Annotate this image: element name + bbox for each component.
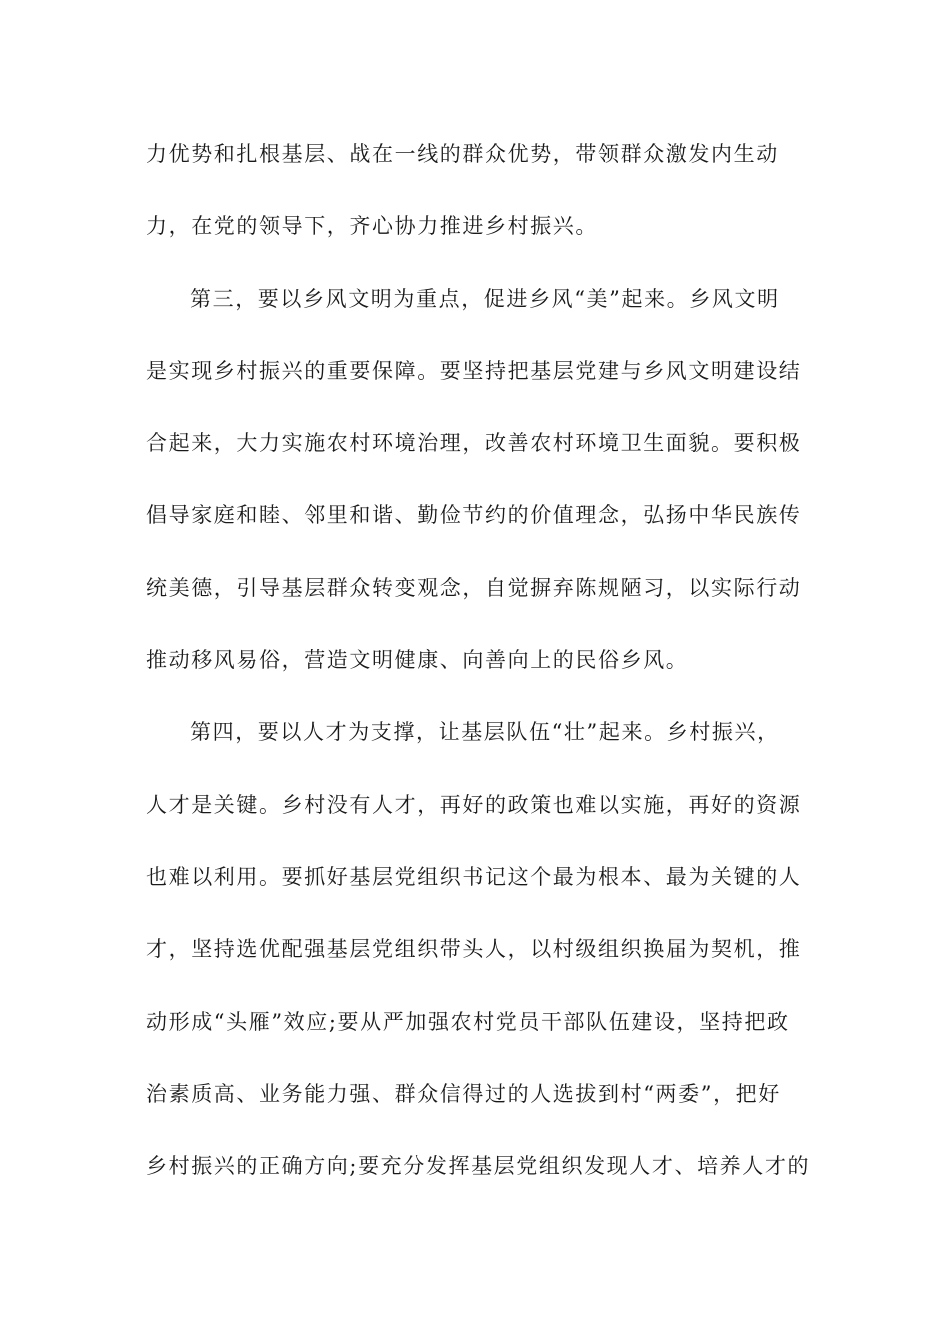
text-line: 统美德，引导基层群众转变观念，自觉摒弃陈规陋习，以实际行动	[146, 576, 802, 600]
text-line: 力，在党的领导下，齐心协力推进乡村振兴。	[146, 214, 598, 238]
paragraph-start-line: 第三，要以乡风文明为重点，促进乡风“美”起来。乡风文明	[190, 287, 780, 311]
text-line: 才，坚持选优配强基层党组织带头人，以村级组织换届为契机，推	[146, 937, 802, 961]
text-line: 人才是关键。乡村没有人才，再好的政策也难以实施，再好的资源	[146, 793, 802, 817]
text-line: 也难以利用。要抓好基层党组织书记这个最为根本、最为关键的人	[146, 865, 802, 889]
text-line: 合起来，大力实施农村环境治理，改善农村环境卫生面貌。要积极	[146, 431, 802, 455]
text-line: 治素质高、业务能力强、群众信得过的人选拔到村“两委”，把好	[146, 1082, 781, 1106]
text-line: 倡导家庭和睦、邻里和谐、勤俭节约的价值理念，弘扬中华民族传	[146, 503, 802, 527]
text-line: 是实现乡村振兴的重要保障。要坚持把基层党建与乡风文明建设结	[146, 359, 802, 383]
text-line: 力优势和扎根基层、战在一线的群众优势，带领群众激发内生动	[146, 142, 779, 166]
text-line: 动形成“头雁”效应;要从严加强农村党员干部队伍建设，坚持把政	[146, 1010, 790, 1034]
text-line: 推动移风易俗，营造文明健康、向善向上的民俗乡风。	[146, 648, 689, 672]
paragraph-start-line: 第四，要以人才为支撑，让基层队伍“壮”起来。乡村振兴，	[190, 720, 780, 744]
text-line: 乡村振兴的正确方向;要充分发挥基层党组织发现人才、培养人才的	[146, 1154, 811, 1178]
